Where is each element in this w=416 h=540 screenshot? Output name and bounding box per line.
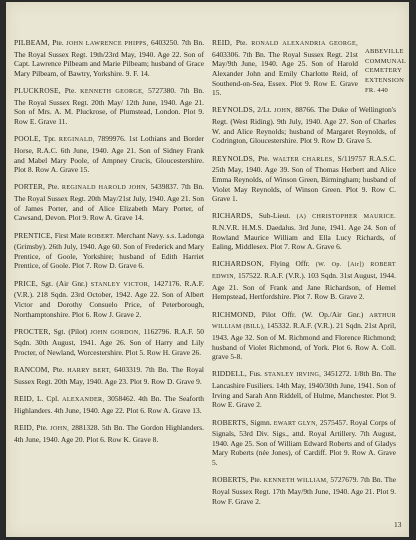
entry-rank: Pilot Offr. (W. Op./Air Gnr.) bbox=[261, 309, 364, 319]
register-entry bbox=[212, 259, 396, 302]
register-entry bbox=[14, 231, 204, 272]
entry-details: 2575457. Royal Corps of Signals, 53rd Div. Sigs., attd. Royal Artillery. 7th August, 1940. Age 25. Son of William Edward Roberts and of Gladys Mary Roberts (née Jones), of Cardiff. Plot 9. Row A. Grave 5. bbox=[212, 417, 397, 468]
entry-details: 7899976. 1st Lothians and Border Horse, R.A.C. 6th June, 1940. Age 21. Son of Sidney Frank and Mabel Mary Poole, of Ampney Crucis, Gloucestershire. Plot 8. Row A. Grave 15. bbox=[14, 134, 205, 175]
entry-surname: PRICE, bbox=[14, 278, 38, 288]
entry-given-names: ARTHUR WILLIAM (BILL), bbox=[212, 312, 397, 331]
entry-given-names: (A) CHRISTOPHER MAURICE. bbox=[296, 214, 397, 221]
entry-surname: PROCTER, bbox=[14, 326, 51, 336]
entry-given-names: REGINALD, bbox=[58, 137, 95, 144]
page-number: 13 bbox=[394, 520, 402, 529]
entry-given-names: JOHN, bbox=[273, 108, 293, 115]
entry-given-names: STANLEY IRVING, bbox=[264, 372, 322, 379]
register-entry bbox=[14, 134, 204, 175]
register-entry bbox=[14, 86, 204, 127]
entry-surname: REID, bbox=[14, 422, 34, 432]
entry-given-names: WALTER CHARLES, bbox=[272, 156, 335, 163]
entry-rank: Sub-Lieut. bbox=[258, 211, 291, 221]
entry-details: Merchant Navy. s.s. Ladonga (Grimsby). 26th July, 1940. Age 60. Son of Frederick and Mary Prentice, of Goole, Yorkshire; husband of Edith Harriet Prentice, of Goole. Plot 7. Row D. Grave 6. bbox=[14, 230, 205, 271]
entry-details: R.N.V.R. H.M.S. Daedalus. 3rd June, 1941. Age 24. Son of Rowland Maurice William and Ella Lucy Richards, of Ealing, Middlesex. Plot 7. Row A. Grave 6. bbox=[212, 223, 396, 252]
entry-given-names: HARRY BERT, bbox=[67, 368, 112, 375]
entry-details: 145332. R.A.F. (V.R.). 21 Sqdn. 21st April, 1943. Age 32. Son of M. Richmond and Florence Richmond; husband of Violet Richmond, of York. Plot 6. Row A. Coll. grave 5-8. bbox=[212, 321, 396, 362]
register-entry bbox=[212, 310, 396, 362]
register-entry bbox=[212, 105, 396, 146]
register-entry bbox=[14, 327, 204, 358]
entry-surname: PRENTICE, bbox=[14, 230, 53, 240]
register-entry bbox=[212, 154, 396, 204]
entry-details: 1162796. R.A.F. 50 Sqdn. 30th August, 1941. Age 26. Son of Harry and Lily Procter, of Newland, Worcestershire. Plot 5. Row H. Grave 26. bbox=[14, 326, 204, 358]
entry-given-names: STANLEY VICTOR, bbox=[90, 281, 151, 288]
entry-details: 3058462. 4th Bn. The Seaforth Highlanders. 4th June, 1940. Age 22. Plot 6. Row A. Grave 13. bbox=[14, 394, 205, 415]
entry-rank: Pte. bbox=[36, 422, 48, 432]
left-column bbox=[14, 38, 204, 452]
entry-surname: RICHARDS, bbox=[212, 211, 253, 221]
entry-details: 157522. R.A.F. (V.R.). 103 Sqdn. 31st August, 1944. Age 21. Son of Frank and Jane Richardson, of Hemel Hempstead, Hertfordshire. Plot 7. Row B. Grave 2. bbox=[212, 271, 397, 302]
entry-given-names: JOHN GORDON, bbox=[90, 329, 141, 336]
cemetery-label-line: CEMETERY bbox=[365, 67, 403, 75]
entry-surname: POOLE, bbox=[14, 134, 41, 144]
entry-surname: REYNOLDS, bbox=[212, 105, 255, 115]
entry-surname: ROBERTS, bbox=[212, 475, 249, 485]
register-entry bbox=[14, 365, 204, 386]
entry-surname: PORTER, bbox=[14, 182, 45, 192]
entry-surname: REID, bbox=[212, 38, 232, 47]
entry-given-names: KENNETH GEORGE, bbox=[80, 89, 145, 96]
entry-rank: Pte. bbox=[235, 38, 248, 47]
entry-surname: RICHARDSON, bbox=[212, 259, 264, 269]
cemetery-label-line: ABBEVILLE bbox=[365, 48, 404, 55]
entry-rank: Pte. bbox=[47, 182, 60, 192]
entry-given-names: JOHN LAWRENCE PHIPPS, bbox=[66, 41, 149, 47]
entry-details: S/119757 R.A.S.C. 25th May, 1940. Age 39. Son of Thomas Herbert and Alice Emma Reynolds, of Winson Green, Birmingham; husband of Violet May Reynolds, of Winson Green. Plot 9. Row C. Grave 1. bbox=[212, 153, 397, 204]
register-entry bbox=[14, 182, 204, 223]
cemetery-label-line: EXTENSION bbox=[365, 76, 405, 84]
entry-rank: Flying Offr. bbox=[269, 259, 310, 269]
entry-surname: RIDDELL, bbox=[212, 369, 247, 379]
entry-rank: Sgt. (Pilot) bbox=[53, 326, 88, 336]
register-entry bbox=[14, 423, 204, 444]
register-entry bbox=[14, 279, 204, 320]
entry-surname: REYNOLDS, bbox=[212, 153, 255, 163]
register-page bbox=[6, 2, 409, 537]
entry-given-names: ROBERT. bbox=[87, 233, 115, 240]
cemetery-label bbox=[365, 47, 416, 95]
entry-given-names: (W. Op. [Air]) ROBERT EDWIN, bbox=[212, 262, 397, 281]
entry-details: 6403250. 7th Bn. The Royal Sussex Regt. 19th/23rd May, 1940. Age 22. Son of Capt. Lawrence Pilbeam and Marie Pilbeam; husband of Grace Mary Pilbeam, of Bawtry, Yorkshire. 9. F. 14. bbox=[14, 38, 205, 78]
entry-rank: Fus. bbox=[249, 369, 262, 379]
register-entry bbox=[212, 38, 358, 98]
entry-surname: RICHMOND, bbox=[212, 309, 256, 319]
register-entry bbox=[212, 418, 396, 468]
entry-rank: Pte. bbox=[64, 86, 77, 96]
entry-given-names: RONALD ALEXANDRIA GEORGE, bbox=[251, 41, 358, 47]
entry-rank: Tpr. bbox=[43, 134, 56, 144]
entry-surname: RANCOM, bbox=[14, 365, 50, 375]
entry-given-names: EWART GLYN, bbox=[273, 420, 318, 427]
entry-rank: Sgt. (Air Gnr.) bbox=[41, 278, 88, 288]
entry-rank: 2/Lt. bbox=[257, 105, 272, 115]
entry-rank: Pte. bbox=[52, 365, 65, 375]
entry-surname: REID, bbox=[14, 394, 34, 404]
entry-surname: PLUCKROSE, bbox=[14, 86, 61, 96]
cemetery-label-line: FR. 440 bbox=[365, 86, 389, 94]
right-column bbox=[212, 38, 396, 514]
register-entry bbox=[212, 211, 396, 252]
register-entry bbox=[212, 369, 396, 410]
register-entry bbox=[14, 394, 204, 415]
entry-rank: Pte. bbox=[52, 38, 64, 47]
entry-details: 5727380. 7th Bn. The Royal Sussex Regt. 20th May/ 12th June, 1940. Age 21. Son of Mrs. A. M. Pluckrose, of Plumstead, London. Plot 9. Row E. Grave 11. bbox=[14, 86, 204, 127]
entry-rank: Pte. bbox=[250, 475, 262, 485]
entry-rank: Sigmn. bbox=[250, 417, 272, 427]
register-entry bbox=[14, 38, 204, 79]
entry-given-names: REGINALD HAROLD JOHN, bbox=[61, 185, 148, 192]
entry-details: 3451272. 1/8th Bn. The Lancashire Fusiliers. 14th May, 1940/30th June, 1941. Son of Irving and Sarah Ann Riddell, of Hulme, Manchester. Plot 9. Row E. Grave 2. bbox=[212, 369, 397, 410]
entry-details: 6403319. 7th Bn. The Royal Sussex Regt. 20th May, 1940. Age 23. Plot 9. Row D. Grave 9. bbox=[14, 365, 204, 386]
entry-given-names: JOHN, bbox=[50, 425, 70, 432]
entry-given-names: ALEXANDER, bbox=[62, 397, 105, 404]
entry-rank: First Mate bbox=[54, 230, 86, 240]
cemetery-label-line: COMMUNAL bbox=[365, 57, 407, 65]
entry-details: 88766. The Duke of Wellington's Regt. (West Riding). 9th July, 1940. Age 27. Son of Charles W. and Alice Reynolds; husband of Margaret Reynolds, of Codrington, Gloucestershire. Plot 9. Row D. Grave 5. bbox=[212, 105, 397, 146]
entry-surname: ROBERTS, bbox=[212, 417, 249, 427]
entry-details: 2881328. 5th Bn. The Gordon Highlanders. 4th June, 1940. Age 20. Plot 6. Row K. Grave 8. bbox=[14, 422, 204, 444]
entry-rank: Pte. bbox=[258, 153, 270, 163]
register-entry bbox=[212, 475, 396, 506]
entry-details: 1427176. R.A.F. (V.R.). 218 Sqdn. 23rd October, 1942. Age 22. Son of Albert Victor and Dorothy Consuelo Price, of Peterborough, Northamptonshire. Plot 6. Row J. Grave 2. bbox=[14, 278, 204, 319]
entry-surname: PILBEAM, bbox=[14, 38, 50, 47]
entry-details: 6403306. 7th Bn. The Royal Sussex Regt. 21st May/9th June, 1940. Age 25. Son of Harold Alexander John and Emily Charlotte Reid, of Southend-on-Sea, Essex. Plot 9. Row E. Grave 15. bbox=[212, 49, 358, 98]
entry-details: 5727679. 7th Bn. The Royal Sussex Regt. 17th May/9th June, 1940. Age 21. Plot 9. Row F. Grave 2. bbox=[212, 475, 397, 506]
entry-given-names: KENNETH WILLIAM, bbox=[263, 478, 329, 485]
entry-rank: L. Cpl. bbox=[37, 394, 60, 404]
entry-details: 5439837. 7th Bn. The Royal Sussex Regt. 20th May/21st July, 1940. Age 21. Son of James Porter, and of Alice Elizabeth Mary Porter, of Cawsand, Devon. Plot 9. Row A. Grave 14. bbox=[14, 182, 205, 223]
